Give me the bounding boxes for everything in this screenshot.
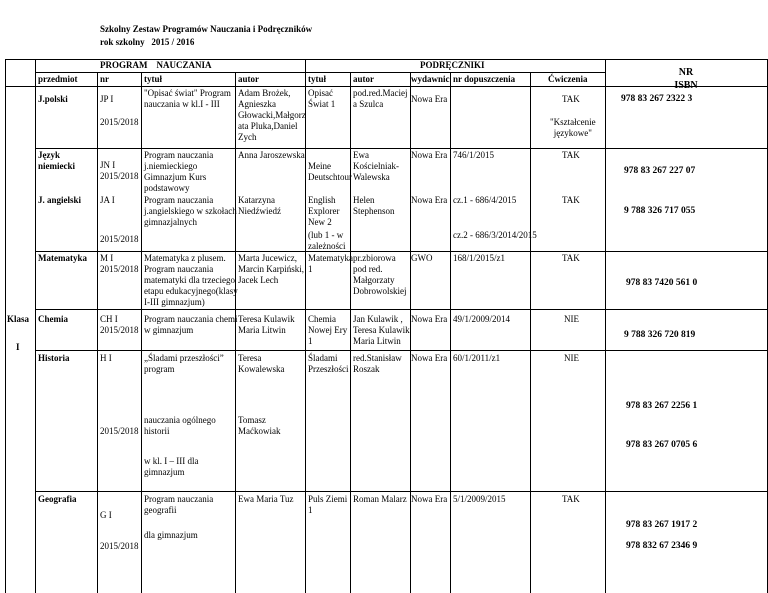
book-author-niemiecki: Ewa Kościelniak- Walewska <box>353 150 399 182</box>
nr-polski: JP I <box>100 94 114 104</box>
book-niemiecki: Meine Deutschtour <box>308 161 352 182</box>
subject-geografia: Geografia <box>38 494 77 504</box>
header-tytul: tytuł <box>144 74 162 84</box>
pub-geografia: Nowa Era <box>411 494 448 504</box>
isbn-polski: 978 83 267 2322 3 <box>621 94 693 104</box>
prog-author-matematyka: Marta Jucewicz, Marcin Karpiński, Jacek Lech <box>238 253 304 285</box>
dop-geografia: 5/1/2009/2015 <box>453 494 506 504</box>
pub-polski: Nowa Era <box>411 94 448 104</box>
subject-niemiecki: Język niemiecki <box>38 150 75 171</box>
prog-title-historia: „Śladami przeszłości” program <box>144 353 224 374</box>
book-geografia: Puls Ziemi 1 <box>308 494 348 515</box>
prog-title-geografia: Program nauczania geografii <box>144 494 214 515</box>
subject-historia: Historia <box>38 353 70 363</box>
prog-author-polski: Adam Brożek, Agnieszka Głowacki,Małgorz ata Pluka,Daniel Zych <box>238 88 306 142</box>
table-line <box>35 350 768 351</box>
subject-chemia: Chemia <box>38 314 68 324</box>
table-line <box>35 59 36 593</box>
prog-title-matematyka: Matematyka z plusem. Program nauczania matematyki dla trzeciego etapu edukacyjnego(klasy I-III gimnazjum) <box>144 253 238 307</box>
isbn-niemiecki: 978 83 267 227 07 <box>624 166 696 176</box>
book-author-historia: red.Stanisław Roszak <box>353 353 402 374</box>
header-przedmiot: przedmiot <box>38 74 78 84</box>
prog-title-angielski: Program nauczania j.angielskiego w szkołach gimnazjalnych <box>144 195 237 227</box>
book-matematyka: Matematyka 1 <box>308 253 353 274</box>
table-line <box>35 251 768 252</box>
table-line <box>5 59 6 593</box>
book2-angielski: (lub 1 - w zależności <box>308 230 346 251</box>
nr-chemia: CH I 2015/2018 <box>100 314 139 335</box>
subject-polski: J.polski <box>38 94 68 104</box>
klasa-number: I <box>16 342 20 352</box>
table-line <box>350 72 351 593</box>
isbn2-geografia: 978 832 67 2346 9 <box>626 541 698 551</box>
year-geografia: 2015/2018 <box>100 541 139 551</box>
cw-note-polski: "Kształcenie językowe" <box>550 117 596 138</box>
cw-historia: NIE <box>564 353 579 363</box>
prog-title-chemia: Program nauczania chemi w gimnazjum <box>144 314 238 335</box>
prog-title2-geografia: dla gimnazjum <box>144 530 198 540</box>
year-polski: 2015/2018 <box>100 117 139 127</box>
cw-geografia: TAK <box>562 494 580 504</box>
book-chemia: Chemia Nowej Ery 1 <box>308 314 348 346</box>
subject-angielski: J. angielski <box>38 195 82 205</box>
header-program: PROGRAM NAUCZANIA <box>100 60 212 70</box>
book-author-chemia: Jan Kulawik , Teresa Kulawik Maria Litwin <box>353 314 410 346</box>
prog-author-chemia: Teresa Kulawik Maria Litwin <box>238 314 295 335</box>
table-line <box>35 72 605 73</box>
table-line <box>35 309 768 310</box>
dop-historia: 60/1/2011/z1 <box>453 353 501 363</box>
cw-polski: TAK <box>562 94 580 104</box>
isbn2-historia: 978 83 267 0705 6 <box>626 440 698 450</box>
year-historia: 2015/2018 <box>100 426 139 436</box>
book-author-angielski: Helen Stephenson <box>353 195 395 216</box>
nr-matematyka: M I 2015/2018 <box>100 253 139 274</box>
pub-niemiecki: Nowa Era <box>411 150 448 160</box>
dop-chemia: 49/1/2009/2014 <box>453 314 511 324</box>
prog-author-historia: Teresa Kowalewska <box>238 353 285 374</box>
isbn-geografia: 978 83 267 1917 2 <box>626 520 698 530</box>
nr-historia: H I <box>100 353 112 363</box>
header-wydawnictwo: wydawnic <box>411 74 450 84</box>
prog-author-niemiecki: Anna Jaroszewska <box>238 150 305 160</box>
table-line <box>35 491 768 492</box>
klasa-label: Klasa <box>7 314 30 324</box>
book-historia: Śladami Przeszłości <box>308 353 349 374</box>
isbn-matematyka: 978 83 7420 561 0 <box>626 278 698 288</box>
header-nr-isbn: NR ISBN <box>674 67 698 91</box>
prog-author2-historia: Tomasz Maćkowiak <box>238 415 281 436</box>
header-nr-dopuszczenia: nr dopuszczenia <box>453 74 516 84</box>
book-polski: Opisać Świat 1 <box>308 88 336 109</box>
nr-geografia: G I <box>100 510 112 520</box>
prog-author-geografia: Ewa Maria Tuz <box>238 494 294 504</box>
book-author-matematyka: pr.zbiorowa pod red. Małgorzaty Dobrowolskiej <box>353 253 407 296</box>
dop-niemiecki: 746/1/2015 <box>453 150 495 160</box>
document-title: Szkolny Zestaw Programów Nauczania i Podręczników <box>100 24 313 34</box>
cw-matematyka: TAK <box>562 253 580 263</box>
isbn-chemia: 9 788 326 720 819 <box>624 330 696 340</box>
pub-chemia: Nowa Era <box>411 314 448 324</box>
dop-angielski: cz.1 - 686/4/2015 <box>453 195 517 205</box>
year-angielski: 2015/2018 <box>100 234 139 244</box>
header-tytul-book: tytuł <box>308 74 326 84</box>
book-author-geografia: Roman Malarz <box>353 494 407 504</box>
table-line <box>530 72 531 593</box>
pub-angielski: Nowa Era <box>411 195 448 205</box>
header-podreczniki: PODRĘCZNIKI <box>420 60 485 70</box>
table-line <box>97 72 98 593</box>
pub-matematyka: GWO <box>411 253 433 263</box>
isbn-historia: 978 83 267 2256 1 <box>626 401 698 411</box>
pub-historia: Nowa Era <box>411 353 448 363</box>
prog-title3-historia: w kl. I – III dla gimnazjum <box>144 456 199 477</box>
prog-title-polski: "Opisać świat" Program nauczania w kl.I - III <box>144 88 231 109</box>
table-line <box>605 59 606 593</box>
cw-niemiecki: TAK <box>562 150 580 160</box>
dop-matematyka: 168/1/2015/z1 <box>453 253 505 263</box>
dop2-angielski: cz.2 - 686/3/2014/2015 <box>453 230 537 240</box>
header-autor: autor <box>238 74 259 84</box>
header-autor-book: autor <box>353 74 374 84</box>
book-author-polski: pod.red.Maciej a Szulca <box>353 88 408 109</box>
document-subtitle: rok szkolny 2015 / 2016 <box>100 37 195 47</box>
book-angielski: English Explorer New 2 <box>308 195 340 227</box>
prog-author-angielski: Katarzyna Niedźwiedź <box>238 195 281 216</box>
prog-title-niemiecki: Program nauczania j.niemieckiego Gimnazjum Kurs podstawowy <box>144 150 214 193</box>
table-line <box>450 72 451 593</box>
header-nr: nr <box>100 74 109 84</box>
cw-chemia: NIE <box>564 314 579 324</box>
table-line <box>35 148 768 149</box>
isbn-angielski: 9 788 326 717 055 <box>624 206 696 216</box>
prog-title2-historia: nauczania ogólnego historii <box>144 415 216 436</box>
table-line <box>141 72 142 593</box>
header-cwiczenia: Ćwiczenia <box>548 74 588 84</box>
nr-angielski: JA I <box>100 195 115 205</box>
nr-niemiecki: JN I 2015/2018 <box>100 160 139 181</box>
subject-matematyka: Matematyka <box>38 253 87 263</box>
cw-angielski: TAK <box>562 195 580 205</box>
